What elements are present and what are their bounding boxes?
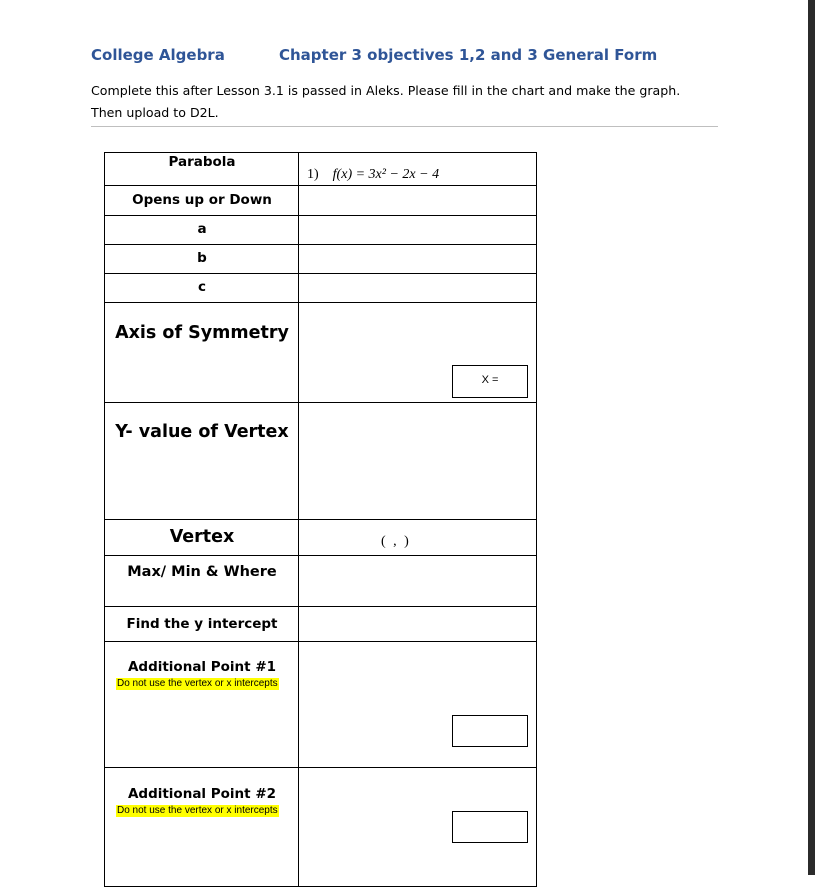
label-cell-point1 [104, 641, 299, 768]
answer-c[interactable] [298, 273, 537, 303]
point1-note: Do not use the vertex or x intercepts [117, 678, 278, 689]
axis-answer-box[interactable]: X = [452, 365, 528, 398]
answer-y-vertex[interactable] [298, 402, 537, 520]
label-cell-opens [104, 185, 299, 216]
label-cell-a [104, 215, 299, 245]
function-cell [298, 152, 537, 186]
point1-answer-box[interactable] [452, 715, 528, 747]
point2-label: Additional Point #2 [127, 786, 277, 802]
instructions-line-2: Then upload to D2L. [91, 105, 219, 120]
parabola-table [104, 152, 537, 882]
point2-note: Do not use the vertex or x intercepts [117, 805, 278, 816]
maxmin-label: Max/ Min & Where [127, 564, 277, 580]
answer-opens[interactable] [298, 185, 537, 216]
vertex-parentheses: ( , ) [381, 534, 411, 549]
answer-axis [298, 302, 537, 403]
window-edge-bar [808, 0, 815, 875]
chapter-title: Chapter 3 objectives 1,2 and 3 General Form [279, 46, 658, 64]
label-cell-y-intercept [104, 606, 299, 642]
y-vertex-label: Y- value of Vertex [115, 422, 289, 442]
function-expression [307, 167, 439, 183]
answer-point1 [298, 641, 537, 768]
function-text: f(x) = 3x² − 2x − 4 [332, 167, 440, 182]
label-cell-y-vertex [104, 402, 299, 520]
label-cell-vertex [104, 519, 299, 556]
label-cell-maxmin [104, 555, 299, 607]
point1-label: Additional Point #1 [127, 659, 277, 675]
b-label: b [197, 250, 207, 266]
problem-number: 1) [307, 167, 319, 182]
instructions-line-1: Complete this after Lesson 3.1 is passed in Aleks. Please fill in the chart and make the graph. [91, 83, 681, 98]
vertex-label: Vertex [169, 527, 235, 547]
y-intercept-label: Find the y intercept [126, 616, 278, 632]
answer-maxmin[interactable] [298, 555, 537, 607]
label-cell-axis [104, 302, 299, 403]
answer-y-intercept[interactable] [298, 606, 537, 642]
answer-a[interactable] [298, 215, 537, 245]
axis-label: Axis of Symmetry [115, 323, 289, 343]
parabola-label: Parabola [168, 154, 236, 170]
label-cell-b [104, 244, 299, 274]
course-title: College Algebra [91, 46, 225, 64]
label-cell-c [104, 273, 299, 303]
label-cell-point2 [104, 767, 299, 887]
answer-b[interactable] [298, 244, 537, 274]
divider [91, 126, 718, 127]
instructions [91, 80, 711, 124]
c-label: c [197, 279, 206, 295]
label-cell-parabola [104, 152, 299, 186]
answer-point2 [298, 767, 537, 887]
point2-answer-box[interactable] [452, 811, 528, 843]
answer-vertex[interactable] [298, 519, 537, 556]
opens-label: Opens up or Down [132, 192, 272, 208]
a-label: a [197, 221, 207, 237]
